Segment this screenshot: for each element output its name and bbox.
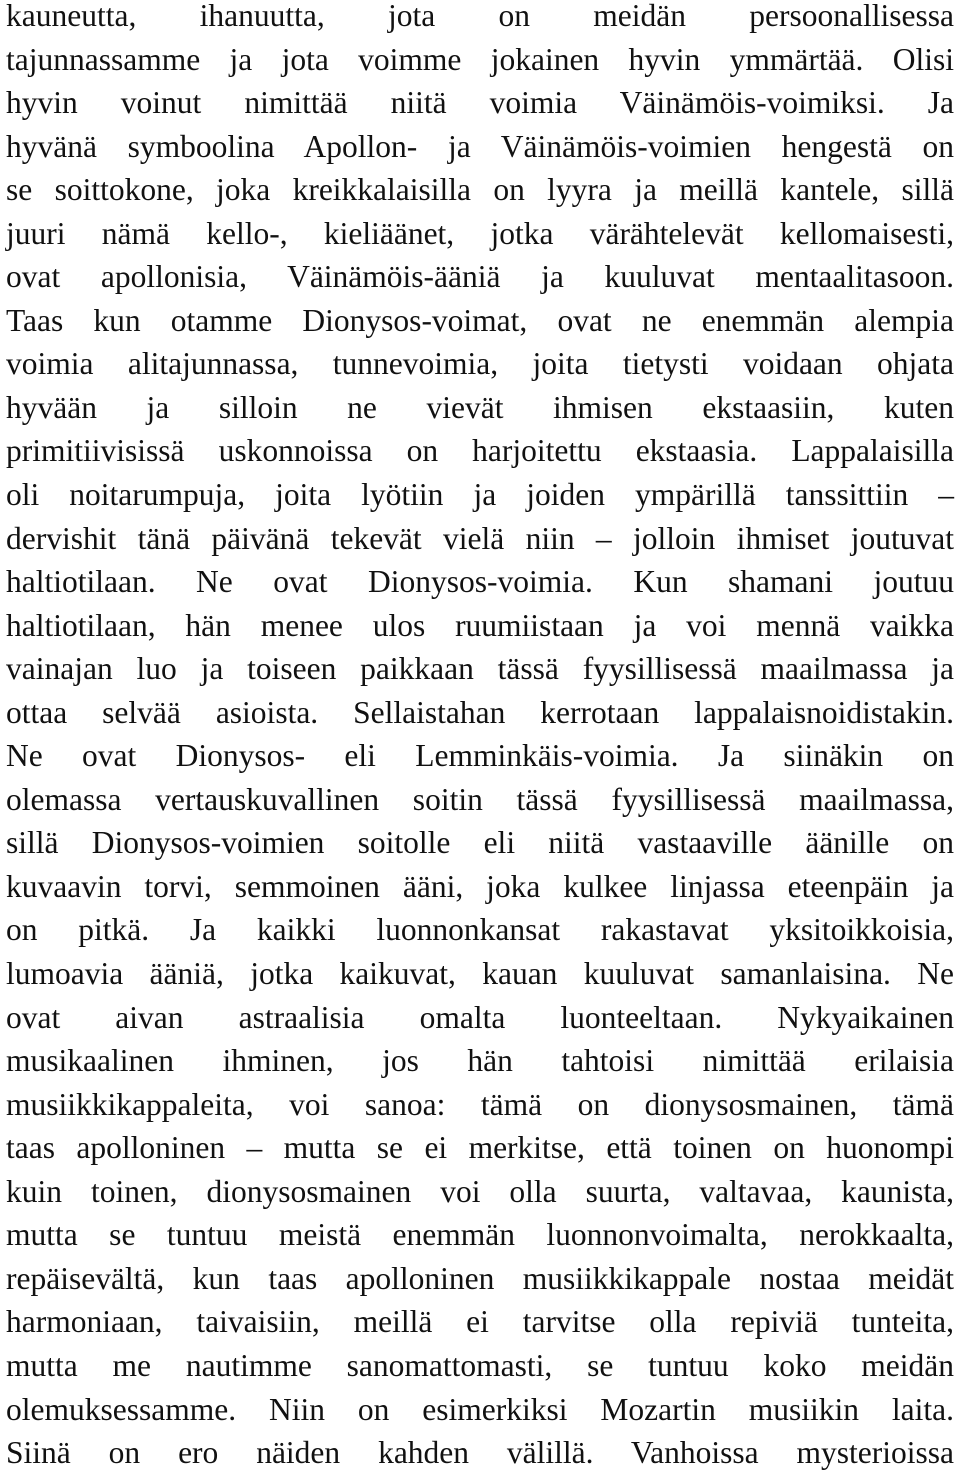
text-line: voimia alitajunnassa, tunnevoimia, joita tietysti voidaan ohjata xyxy=(6,346,954,382)
text-line: taas apolloninen – mutta se ei merkitse, että toinen on huonompi xyxy=(6,1130,954,1166)
text-line: se soittokone, joka kreikkalaisilla on lyyra ja meillä kantele, sillä xyxy=(6,172,954,208)
text-line: Ne ovat Dionysos- eli Lemminkäis-voimia. Ja siinäkin on xyxy=(6,738,954,774)
text-line: kuin toinen, dionysosmainen voi olla suurta, valtavaa, kaunista, xyxy=(6,1173,954,1209)
text-line: hyvänä symboolina Apollon- ja Väinämöis-voimien hengestä on xyxy=(6,128,954,164)
text-line: repäisevältä, kun taas apolloninen musiikkikappale nostaa meidät xyxy=(6,1260,954,1296)
text-line: Taas kun otamme Dionysos-voimat, ovat ne enemmän alempia xyxy=(6,302,954,338)
text-line: ovat apollonisia, Väinämöis-ääniä ja kuuluvat mentaalitasoon. xyxy=(6,259,954,295)
text-line: oli noitarumpuja, joita lyötiin ja joiden ympärillä tanssittiin – xyxy=(6,477,954,513)
text-line: kauneutta, ihanuutta, jota on meidän persoonallisessa xyxy=(6,0,954,33)
text-line: hyvään ja silloin ne vievät ihmisen ekstaasiin, kuten xyxy=(6,389,954,425)
text-line: vainajan luo ja toiseen paikkaan tässä fyysillisessä maailmassa ja xyxy=(6,651,954,687)
text-line: mutta me nautimme sanomattomasti, se tuntuu koko meidän xyxy=(6,1347,954,1383)
text-line: olemuksessamme. Niin on esimerkiksi Mozartin musiikin laita. xyxy=(6,1391,954,1427)
text-line: harmoniaan, taivaisiin, meillä ei tarvitse olla repiviä tunteita, xyxy=(6,1304,954,1340)
text-line: kuvaavin torvi, semmoinen ääni, joka kulkee linjassa eteenpäin ja xyxy=(6,868,954,904)
text-line: haltiotilaan. Ne ovat Dionysos-voimia. Kun shamani joutuu xyxy=(6,564,954,600)
text-line: on pitkä. Ja kaikki luonnonkansat rakastavat yksitoikkoisia, xyxy=(6,912,954,948)
text-line: sillä Dionysos-voimien soitolle eli niitä vastaaville äänille on xyxy=(6,825,954,861)
text-line: primitiivisissä uskonnoissa on harjoitettu ekstaasia. Lappalaisilla xyxy=(6,433,954,469)
text-line: musiikkikappaleita, voi sanoa: tämä on dionysosmainen, tämä xyxy=(6,1086,954,1122)
text-line: haltiotilaan, hän menee ulos ruumiistaan ja voi mennä vaikka xyxy=(6,607,954,643)
text-line: hyvin voinut nimittää niitä voimia Väinämöis-voimiksi. Ja xyxy=(6,85,954,121)
text-line: mutta se tuntuu meistä enemmän luonnonvoimalta, nerokkaalta, xyxy=(6,1217,954,1253)
text-line: lumoavia ääniä, jotka kaikuvat, kauan kuuluvat samanlaisina. Ne xyxy=(6,956,954,992)
text-line: dervishit tänä päivänä tekevät vielä niin – jolloin ihmiset joutuvat xyxy=(6,520,954,556)
text-line: olemassa vertauskuvallinen soitin tässä fyysillisessä maailmassa, xyxy=(6,781,954,817)
text-line: ovat aivan astraalisia omalta luonteeltaan. Nykyaikainen xyxy=(6,999,954,1035)
text-line: musikaalinen ihminen, jos hän tahtoisi nimittää erilaisia xyxy=(6,1043,954,1079)
text-line: juuri nämä kello-, kieliäänet, jotka värähtelevät kellomaisesti, xyxy=(6,215,954,251)
text-line: ottaa selvää asioista. Sellaistahan kerrotaan lappalaisnoidistakin. xyxy=(6,694,954,730)
text-line: Siinä on ero näiden kahden välillä. Vanhoissa mysterioissa xyxy=(6,1435,954,1471)
text-line: tajunnassamme ja jota voimme jokainen hyvin ymmärtää. Olisi xyxy=(6,41,954,77)
